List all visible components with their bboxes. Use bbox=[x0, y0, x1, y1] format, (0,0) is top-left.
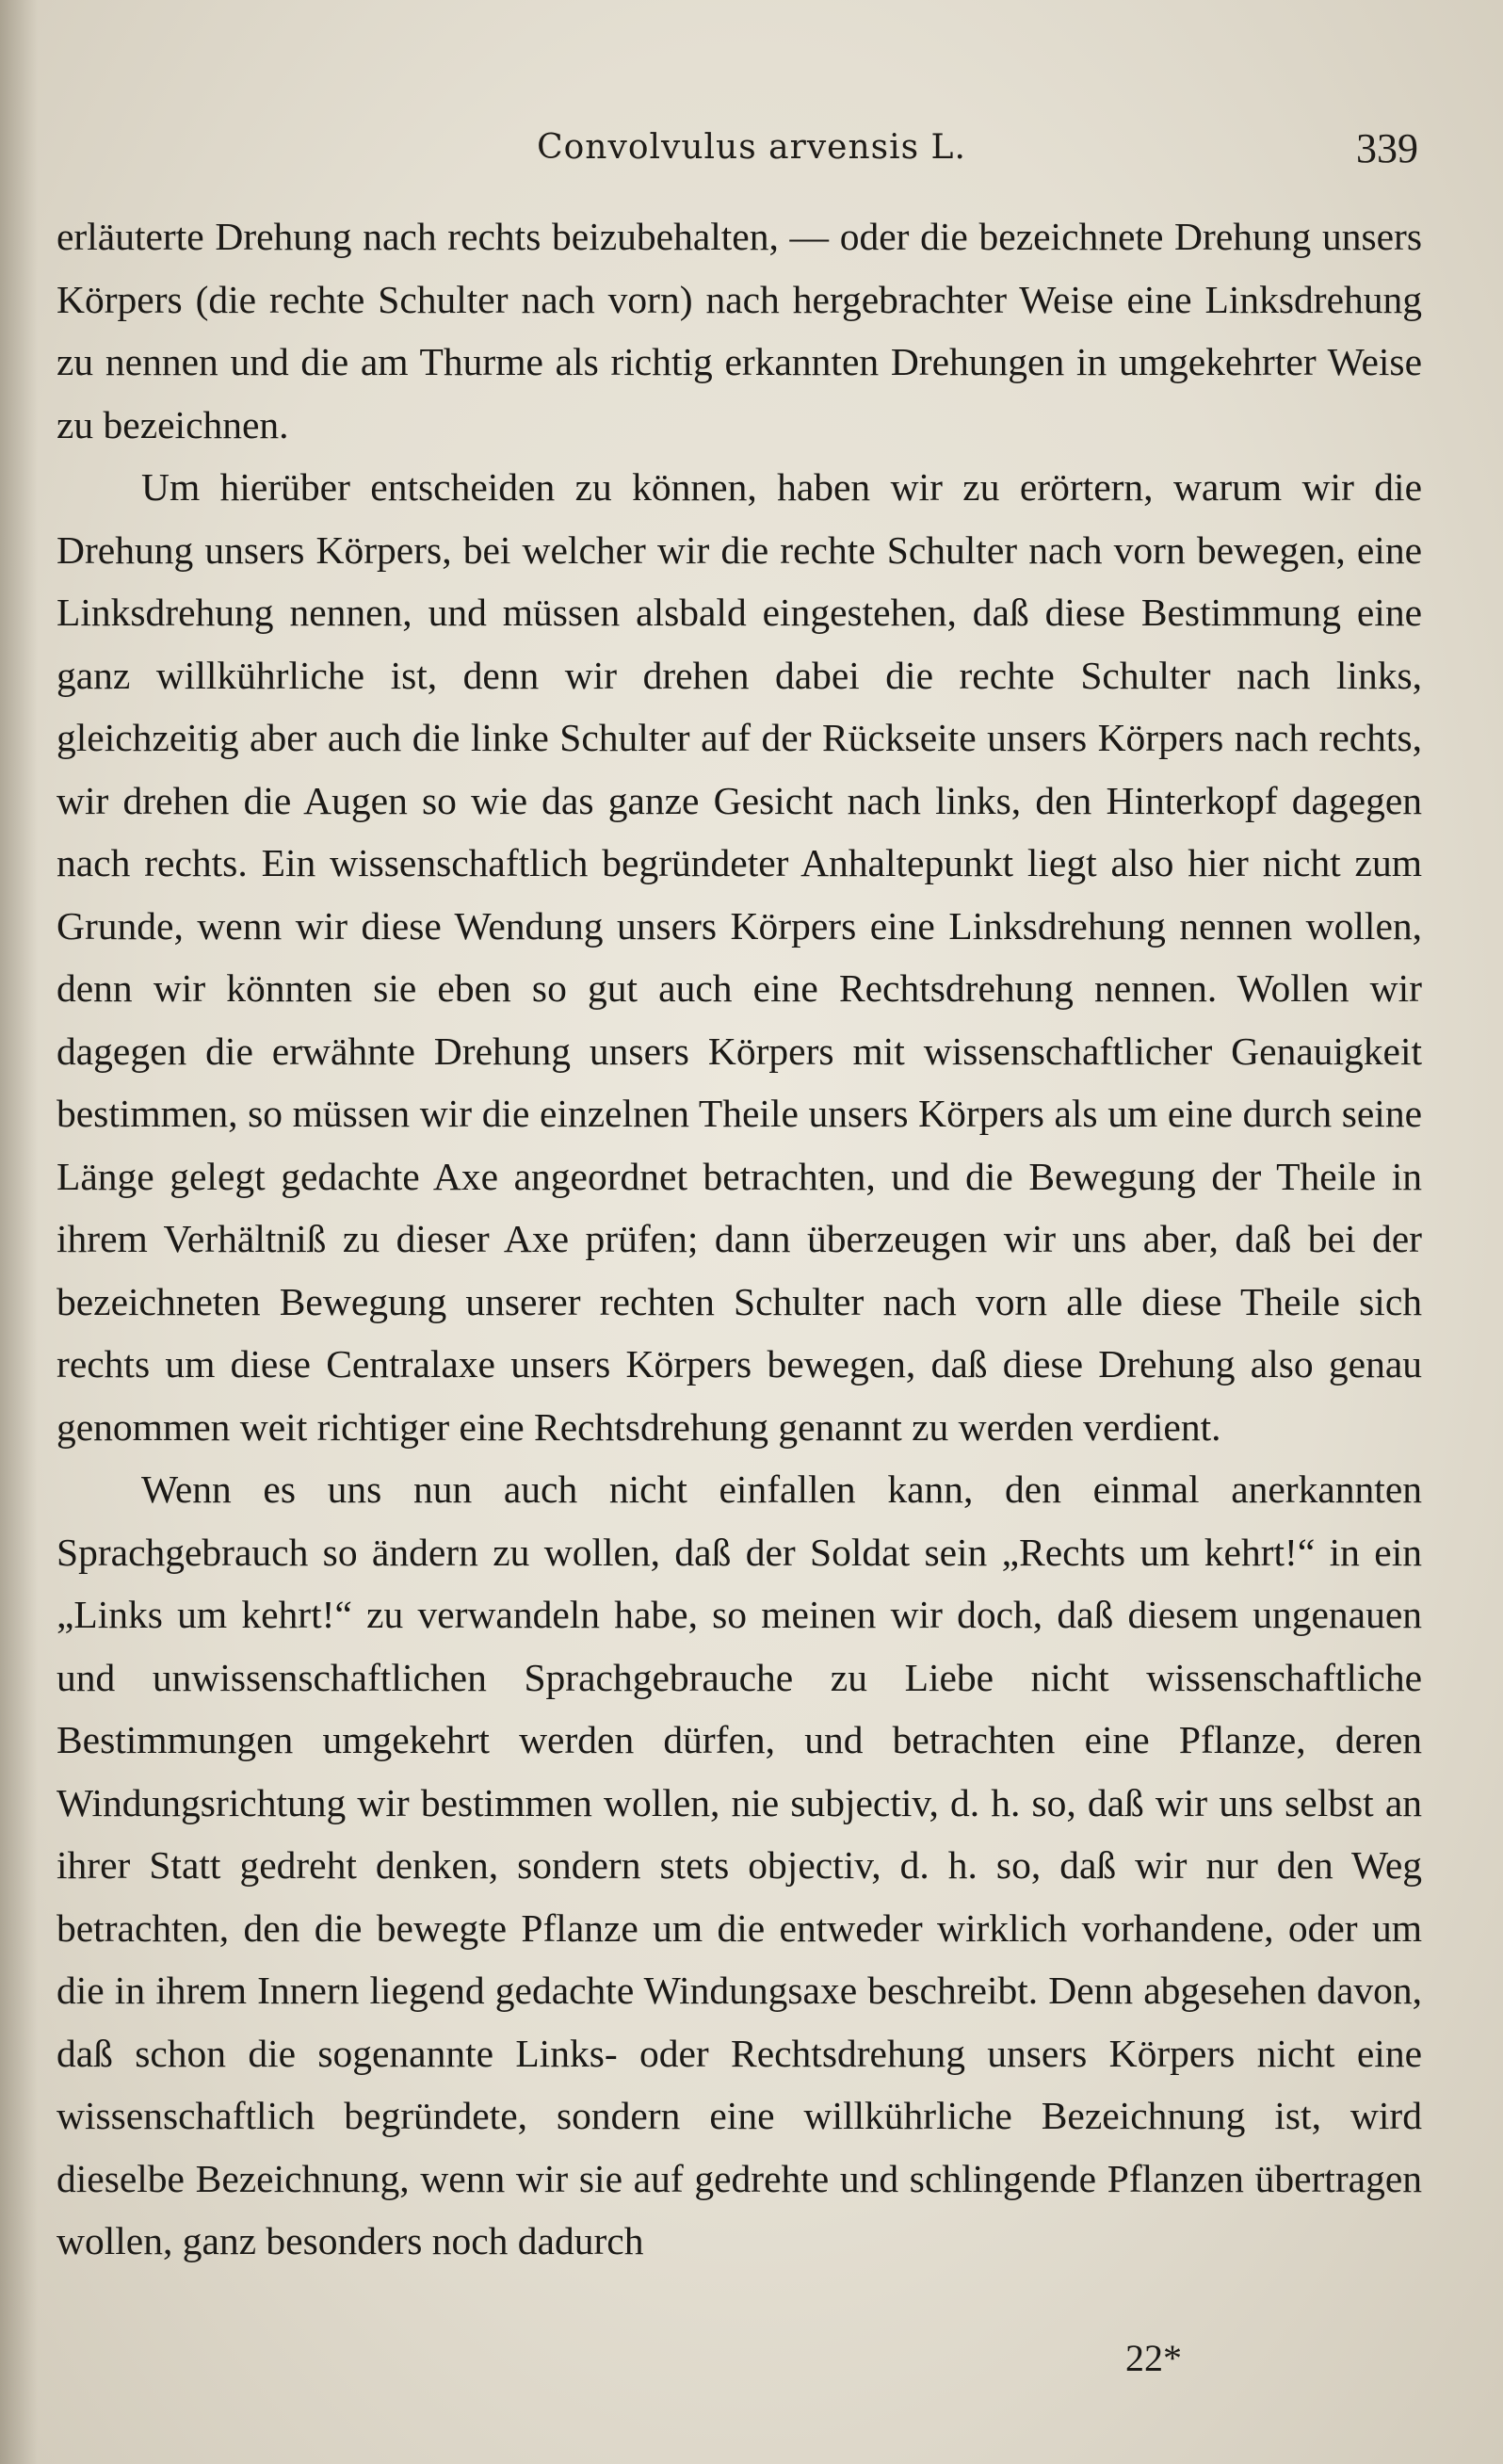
paragraph-1: erläuterte Drehung nach rechts beizubehalten, — oder die bezeichnete Drehung unsers Körpers (die rechte Schulter nach vorn) nach hergebrachter Weise eine Linksdrehung zu nennen und die am Thurme als richtig erkannten Drehungen in umgekehrter Weise zu bezeichnen. bbox=[57, 215, 1422, 446]
paragraph-2: Um hierüber entscheiden zu können, haben wir zu erörtern, warum wir die Drehung unsers Körpers, bei welcher wir die rechte Schulter nach vorn bewegen, eine Linksdrehung nennen, und müssen alsbald eingestehen, daß diese Bestimmung eine ganz willkührliche ist, denn wir drehen dabei die rechte Schulter nach links, gleichzeitig aber auch die linke Schulter auf der Rückseite unsers Körpers nach rechts, wir drehen die Augen so wie das ganze Gesicht nach links, den Hinterkopf dagegen nach rechts. Ein wissenschaftlich begründeter Anhaltepunkt liegt also hier nicht zum Grunde, wenn wir diese Wendung unsers Körpers eine Linksdrehung nennen wollen, denn wir könnten sie eben so gut auch eine Rechtsdrehung nennen. Wollen wir dagegen die erwähnte Drehung unsers Körpers mit wissenschaftlicher Genauigkeit bestimmen, so müssen wir die einzelnen Theile unsers Körpers als um eine durch seine Länge gelegt gedachte Axe angeordnet betrachten, und die Bewegung der Theile in ihrem Verhältniß zu dieser Axe prüfen; dann überzeugen wir uns aber, daß bei der bezeichneten Bewegung unserer rechten Schulter nach vorn alle diese Theile sich rechts um diese Centralaxe unsers Körpers bewegen, daß diese Drehung also genau genommen weit richtiger eine Rechtsdrehung genannt zu werden verdient. bbox=[57, 465, 1422, 1449]
running-head bbox=[0, 122, 1503, 179]
running-title: Convolvulus arvensis L. bbox=[537, 128, 966, 167]
signature-mark: 22* bbox=[1125, 2337, 1182, 2379]
paragraph-3: Wenn es uns nun auch nicht einfallen kann, den einmal anerkannten Sprachgebrauch so ändern zu wollen, daß der Soldat sein „Rechts um kehrt!“ in ein „Links um kehrt!“ zu verwandeln habe, so meinen wir doch, daß diesem ungenauen und unwissenschaftlichen Sprachgebrauche zu Liebe nicht wissenschaftliche Bestimmungen umgekehrt werden dürfen, und betrachten eine Pflanze, deren Windungsrichtung wir bestimmen wollen, nie subjectiv, d. h. so, daß wir uns selbst an ihrer Statt gedreht denken, sondern stets objectiv, d. h. so, daß wir nur den Weg betrachten, den die bewegte Pflanze um die entweder wirklich vorhandene, oder um die in ihrem Innern liegend gedachte Windungsaxe beschreibt. Denn abgesehen davon, daß schon die sogenannte Links- oder Rechtsdrehung unsers Körpers nicht eine wissenschaftlich begründete, sondern eine willkührliche Bezeichnung ist, wird dieselbe Bezeichnung, wenn wir sie auf gedrehte und schlingende Pflanzen übertragen wollen, ganz besonders noch dadurch bbox=[57, 1467, 1422, 2262]
page-number: 339 bbox=[1356, 125, 1418, 171]
body-text bbox=[57, 205, 1422, 2273]
spine-shadow bbox=[0, 0, 38, 2464]
